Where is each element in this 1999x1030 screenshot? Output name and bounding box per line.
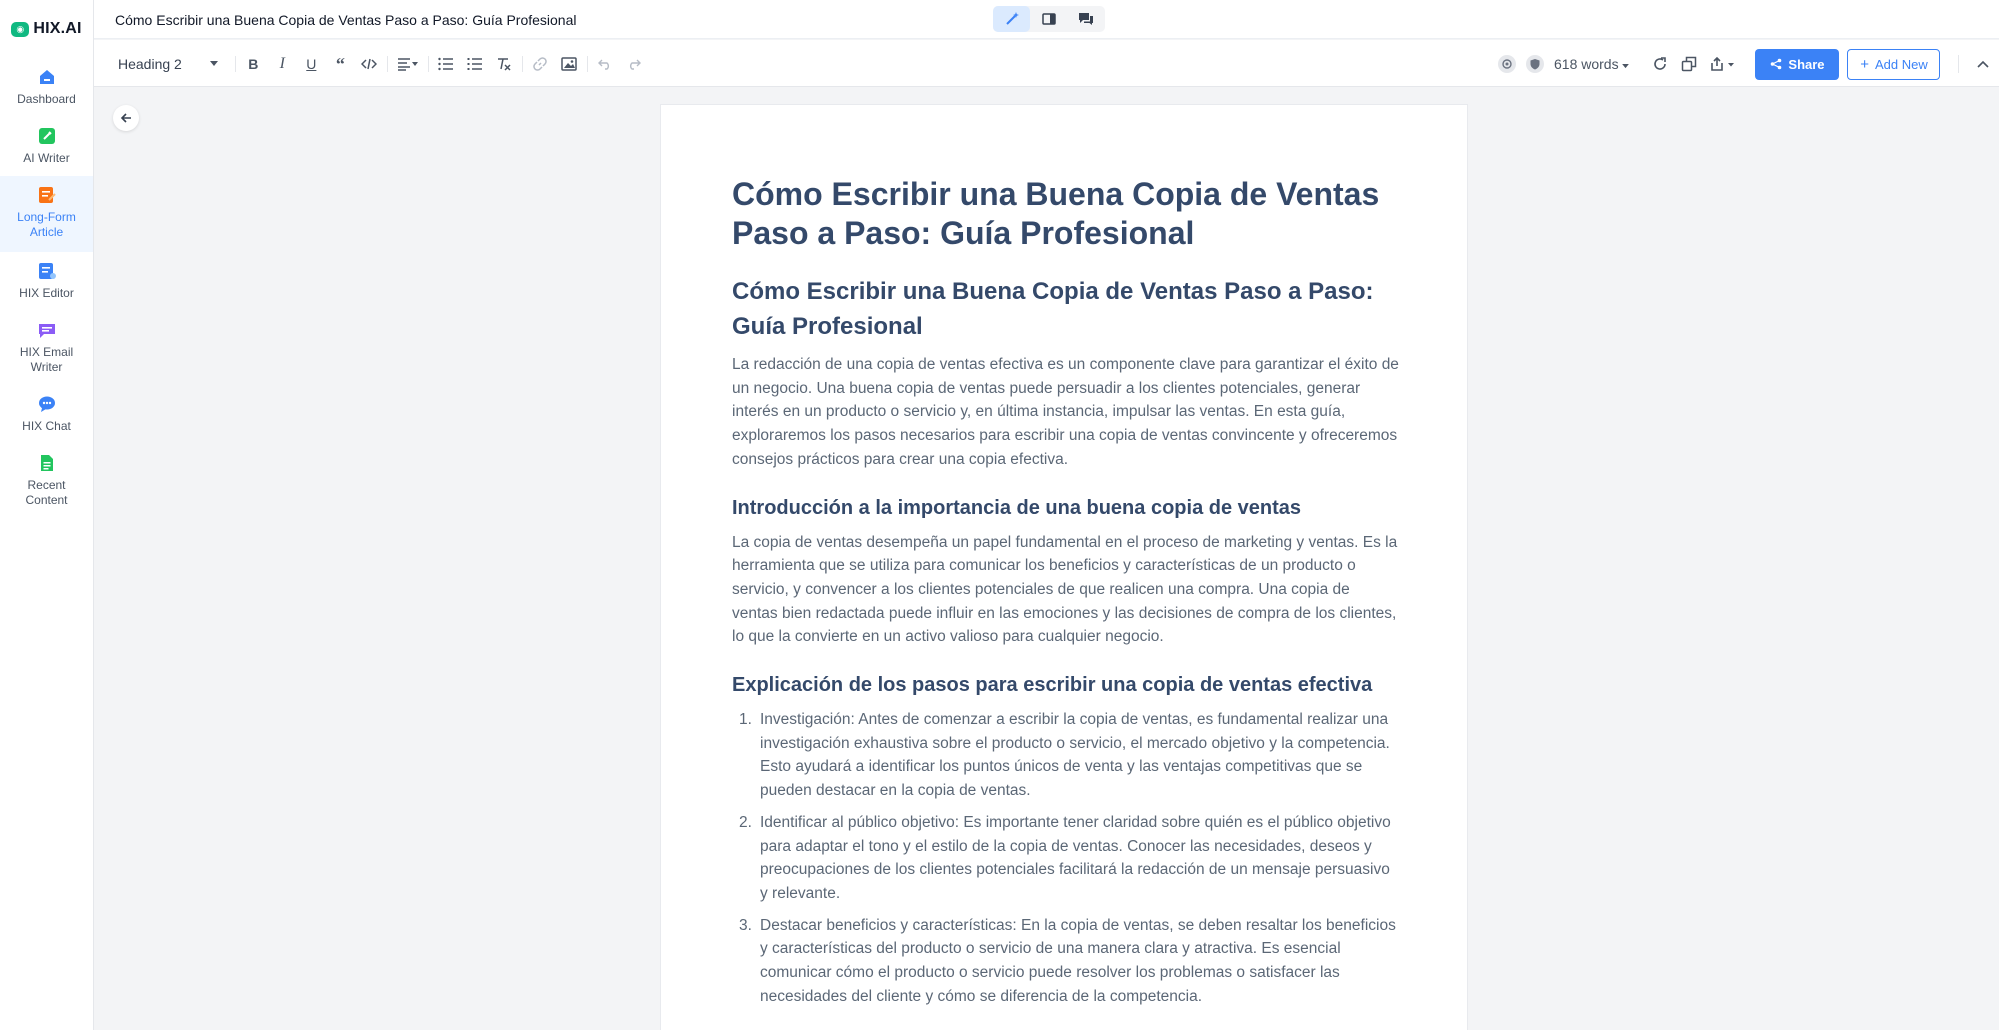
view-switcher: [993, 6, 1105, 32]
paragraph[interactable]: La redacción de una copia de ventas efectiva es un componente clave para garantizar el éxito de un negocio. Una buena copia de ventas puede persuadir a los clientes potenciales, generar interés en un producto o servicio y, en última instancia, impulsar las ventas. En esta guía, exploraremos los pasos necesarios para escribir una copia de ventas convincente y ofreceremos consejos prácticos para crear una copia efectiva.: [732, 356, 1399, 468]
list-item[interactable]: [732, 811, 1399, 906]
toolbar-divider: [387, 56, 388, 72]
sidebar-item-dashboard[interactable]: [0, 58, 93, 117]
list-item-text: Identificar al público objetivo: Es importante tener claridad sobre quién es el público objetivo para adaptar el tono y el estilo de la copia de ventas. Conocer las necesidades, deseos y preocupaciones de los clientes potenciales facilitará la redacción de un mensaje persuasivo y relevante.: [760, 813, 1391, 902]
bullet-list-icon: [467, 57, 483, 71]
shield-icon: [1529, 58, 1541, 70]
home-icon: [38, 68, 56, 86]
link-icon: [532, 56, 548, 72]
sidebar-item-hix-editor[interactable]: [0, 252, 93, 311]
redo-icon: [627, 58, 641, 70]
comments-view-button[interactable]: [1067, 6, 1104, 32]
plagiarism-check-button[interactable]: [1526, 55, 1544, 73]
code-icon: [361, 57, 377, 71]
list-number: 3.: [739, 916, 752, 934]
sidebar: [0, 0, 94, 1030]
toolbar-divider: [1958, 55, 1959, 73]
bold-icon: B: [248, 56, 259, 72]
bullet-list-button[interactable]: [461, 52, 490, 76]
article-title[interactable]: Cómo Escribir una Buena Copia de Ventas Paso a Paso: Guía Profesional: [732, 176, 1380, 251]
insert-image-button[interactable]: [555, 52, 584, 76]
sidebar-item-label: HIX Chat: [22, 419, 71, 433]
clear-format-button[interactable]: [490, 52, 519, 76]
align-left-icon: [397, 57, 419, 71]
logo-mark-icon: ◉: [11, 22, 29, 37]
add-new-button-label: Add New: [1874, 56, 1928, 72]
list-item[interactable]: [732, 708, 1399, 803]
title-bar: [94, 0, 1999, 39]
ordered-list-button[interactable]: [432, 52, 461, 76]
section-heading[interactable]: Introducción a la importancia de una buena copia de ventas: [732, 496, 1302, 519]
logo[interactable]: [0, 0, 93, 58]
sidebar-item-ai-writer[interactable]: [0, 117, 93, 176]
plus-icon: +: [1860, 55, 1869, 73]
quote-icon: “: [335, 53, 345, 74]
chevron-up-icon: [1977, 60, 1989, 68]
caret-down-icon: [1622, 64, 1629, 69]
list-item[interactable]: [732, 914, 1399, 1009]
list-number: 2.: [739, 813, 752, 831]
document-icon: [38, 454, 56, 472]
split-view-button[interactable]: [1030, 6, 1067, 32]
export-icon: [1709, 56, 1735, 72]
ordered-list-icon: [438, 57, 454, 71]
collapse-toolbar-button[interactable]: [1973, 60, 1993, 68]
link-button[interactable]: [526, 52, 555, 76]
share-icon: [1770, 58, 1782, 70]
image-icon: [561, 57, 577, 71]
email-icon: [38, 321, 56, 339]
add-new-button[interactable]: [1847, 49, 1940, 80]
toolbar-divider: [522, 56, 523, 72]
word-count-dropdown[interactable]: [1554, 56, 1629, 72]
pen-icon: [38, 127, 56, 145]
back-button[interactable]: [113, 105, 139, 131]
italic-button[interactable]: [268, 52, 297, 76]
align-dropdown-button[interactable]: [391, 52, 425, 76]
comments-icon: [1078, 11, 1094, 27]
sidebar-item-hix-email-writer[interactable]: [0, 311, 93, 385]
chat-icon: [38, 395, 56, 413]
sidebar-item-label: Dashboard: [17, 92, 76, 106]
steps-list: [732, 708, 1399, 1008]
refresh-icon: [1652, 56, 1668, 72]
editor-icon: [38, 262, 56, 280]
toolbar-divider: [587, 56, 588, 72]
toolbar-divider: [235, 56, 236, 72]
sidebar-item-hix-chat[interactable]: [0, 385, 93, 444]
blockquote-button[interactable]: [326, 52, 355, 76]
sidebar-item-label: HIX Editor: [19, 286, 74, 300]
code-button[interactable]: [355, 52, 384, 76]
split-panel-icon: [1041, 11, 1057, 27]
history-button[interactable]: [1645, 52, 1674, 76]
paragraph[interactable]: La copia de ventas desempeña un papel fundamental en el proceso de marketing y ventas. Es la herramienta que se utiliza para comunicar los beneficios y características de un producto o servicio, y convencer a los clientes potenciales de que realicen una compra. Una copia de ventas bien redactada puede influir en las emociones y las decisiones de compra de los clientes, lo que la convierte en un activo valioso para cualquier negocio.: [732, 533, 1398, 646]
document-canvas[interactable]: [660, 104, 1468, 1030]
underline-icon: U: [306, 56, 317, 72]
export-dropdown-button[interactable]: [1703, 52, 1741, 76]
sidebar-item-label: HIX Email Writer: [19, 345, 74, 374]
undo-icon: [598, 58, 612, 70]
heading-select-value: Heading 2: [118, 56, 182, 72]
sidebar-item-label: Long-Form Article: [17, 210, 76, 239]
toolbar-divider: [428, 56, 429, 72]
duplicate-button[interactable]: [1674, 52, 1703, 76]
article-icon: [38, 186, 56, 204]
magic-wand-icon: [1004, 11, 1020, 27]
share-button-label: Share: [1788, 56, 1825, 72]
ai-detector-button[interactable]: [1498, 55, 1516, 73]
share-button[interactable]: [1755, 49, 1839, 80]
copy-icon: [1681, 56, 1697, 72]
logo-text: HIX.AI: [33, 20, 82, 37]
redo-button[interactable]: [620, 52, 649, 76]
list-number: 1.: [739, 711, 752, 729]
document-title[interactable]: Cómo Escribir una Buena Copia de Ventas Paso a Paso: Guía Profesional: [115, 12, 577, 28]
list-item-text: Destacar beneficios y características: En la copia de ventas, se deben resaltar los beneficios y características del producto o servicio de una manera clara y atractiva. Es esencial comunicar cómo el producto o servicio puede resolver los problemas o satisfacer las necesidades del cliente y cómo se diferencia de la competencia.: [760, 916, 1396, 1005]
ai-magic-view-button[interactable]: [993, 6, 1030, 32]
italic-icon: I: [279, 55, 285, 72]
word-count: 618 words: [1554, 56, 1619, 72]
sidebar-item-label: AI Writer: [23, 151, 70, 165]
list-item-text: Investigación: Antes de comenzar a escribir la copia de ventas, es fundamental realizar una investigación exhaustiva sobre el producto o servicio, el mercado objetivo y la competencia. Esto ayudará a identificar los puntos únicos de venta y las ventajas competitivas que se pueden destacar en la copia de ventas.: [760, 711, 1390, 800]
sidebar-item-long-form-article[interactable]: [0, 176, 93, 252]
clear-format-icon: [496, 57, 512, 71]
bold-button[interactable]: [239, 52, 268, 76]
sidebar-item-recent-content[interactable]: [0, 444, 93, 518]
undo-button[interactable]: [591, 52, 620, 76]
section-heading[interactable]: Explicación de los pasos para escribir una copia de ventas efectiva: [732, 674, 1373, 697]
detector-icon: [1501, 58, 1513, 70]
article-subtitle[interactable]: Cómo Escribir una Buena Copia de Ventas Paso a Paso: Guía Profesional: [732, 278, 1374, 340]
heading-select[interactable]: [118, 56, 218, 72]
caret-down-icon: [210, 61, 218, 67]
editor-toolbar: [94, 40, 1999, 87]
underline-button[interactable]: [297, 52, 326, 76]
sidebar-item-label: Recent Content: [25, 478, 68, 507]
arrow-left-icon: [120, 112, 132, 124]
